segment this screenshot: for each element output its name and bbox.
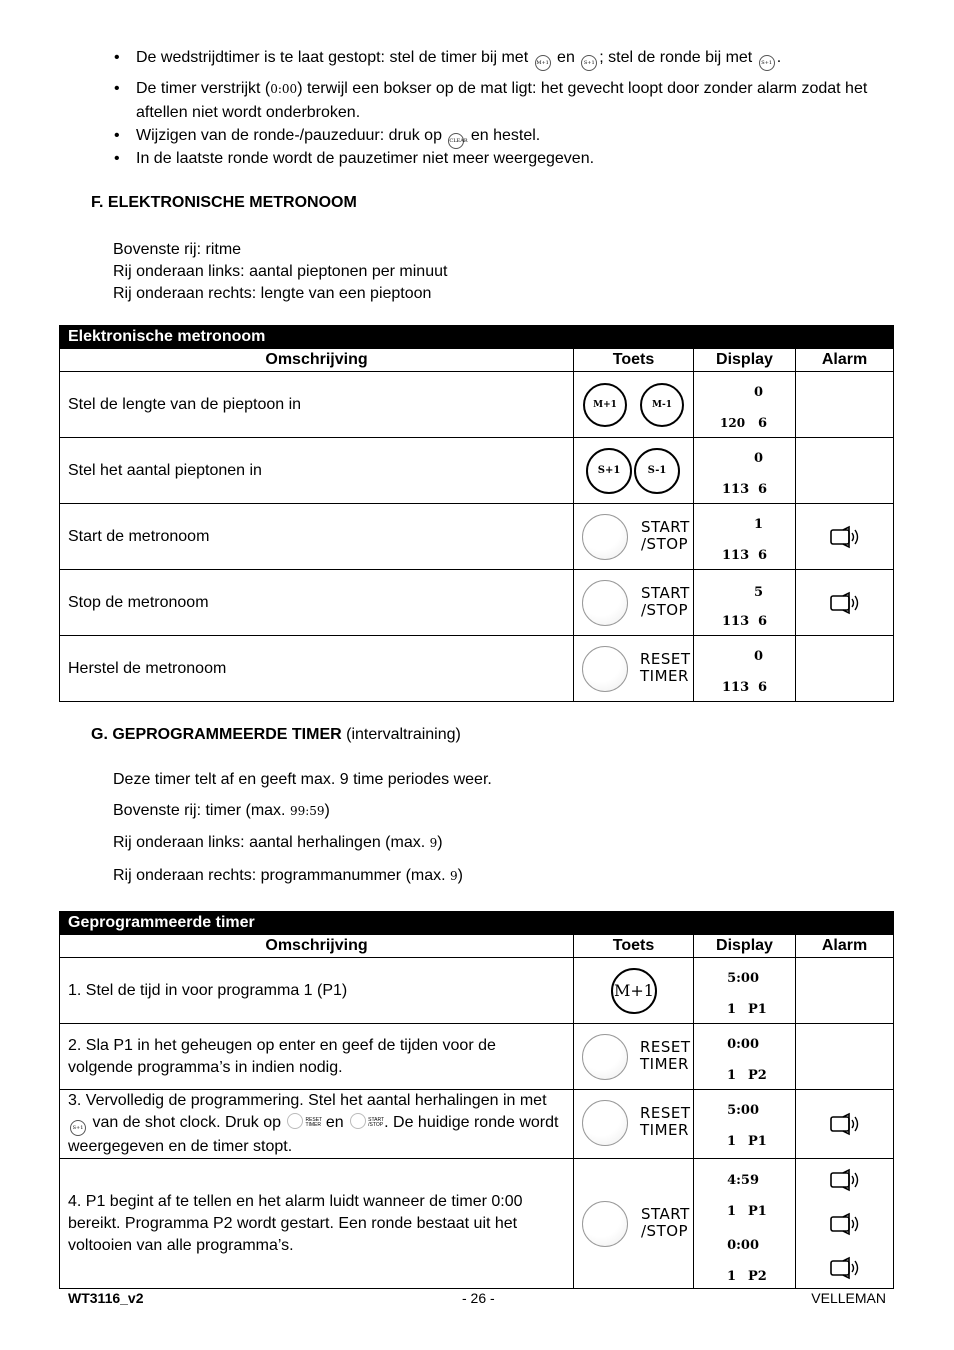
metronome-table (59, 325, 894, 702)
alarm-cell (796, 1159, 894, 1289)
key-label: RESET TIMER (640, 650, 691, 685)
display-cell (694, 958, 796, 1024)
alarm-cell (796, 636, 894, 702)
footer-page-number: - 26 - (462, 1290, 495, 1306)
display-cell (694, 372, 796, 438)
display-right: 6 (758, 614, 768, 629)
text-line: Rij onderaan rechts: programmanummer (max. 9) (113, 867, 463, 884)
key-label: RESET TIMER (640, 1038, 691, 1073)
bullet-item: • De wedstrijdtimer is te laat gestopt: stel de timer bij met M+1 en S+1 ; stel de ronde bij met S+1 . (108, 46, 888, 77)
key-cell (574, 1159, 694, 1289)
display-cell (694, 1024, 796, 1090)
key-label: START /STOP (641, 518, 690, 553)
section-f-heading: F. ELEKTRONISCHE METRONOOM (91, 194, 357, 211)
key-cell (574, 958, 694, 1024)
key-label: RESET TIMER (640, 1104, 691, 1139)
display-left: 113 (722, 548, 750, 563)
row-description: Stel het aantal pieptonen in (60, 438, 574, 504)
mini-key-label: START /STOP (368, 1117, 385, 1128)
table-row (60, 1090, 894, 1159)
display-cell (694, 1090, 796, 1159)
display-right: 6 (758, 680, 768, 695)
column-header: Alarm (796, 349, 894, 372)
column-header: Display (694, 349, 796, 372)
display-cell (694, 504, 796, 570)
row-description: Stel de lengte van de pieptoon in (60, 372, 574, 438)
display-cell (694, 1159, 796, 1289)
table-row (60, 438, 894, 504)
speaker-icon (830, 1213, 860, 1235)
m-plus-1-button[interactable]: M+1 (583, 383, 627, 427)
key-cell (574, 504, 694, 570)
display-left: 1 (727, 1068, 737, 1083)
column-header: Alarm (796, 935, 894, 958)
table-title: Geprogrammeerde timer (60, 912, 894, 935)
display-left: 113 (722, 482, 750, 497)
display-right: P1 (748, 1134, 767, 1149)
column-header: Display (694, 935, 796, 958)
display-top: 0 (753, 385, 763, 400)
display-top: 0 (753, 649, 763, 664)
text-line: Rij onderaan links: aantal pieptonen per minuut (113, 263, 448, 280)
speaker-icon (830, 1257, 860, 1279)
display-left: 1 (727, 1002, 737, 1017)
reset-timer-button[interactable] (582, 646, 628, 692)
footer-model: WT3116_v2 (68, 1290, 144, 1306)
table-row (60, 372, 894, 438)
start-stop-button[interactable] (582, 580, 628, 626)
table-row (60, 1024, 894, 1090)
display-right: P1 (748, 1204, 767, 1219)
alarm-cell (796, 1090, 894, 1159)
reset-timer-icon (287, 1113, 303, 1129)
table-title: Elektronische metronoom (60, 326, 894, 349)
row-description: Herstel de metronoom (60, 636, 574, 702)
section-g-heading: G. GEPROGRAMMEERDE TIMER (intervaltraining) (91, 726, 461, 743)
alarm-cell (796, 1024, 894, 1090)
reset-timer-button[interactable] (582, 1034, 628, 1080)
table-row (60, 636, 894, 702)
footer-brand: VELLEMAN (811, 1290, 886, 1306)
display-top: 0:00 (727, 1238, 759, 1253)
display-cell (694, 438, 796, 504)
reset-timer-button[interactable] (582, 1100, 628, 1146)
bullet-item: • Wijzigen van de ronde-/pauzeduur: druk op CLEAR en hestel. (108, 124, 888, 147)
s-plus-1-button[interactable]: S+1 (586, 448, 632, 494)
column-header: Toets (574, 935, 694, 958)
row-description: 4. P1 begint af te tellen en het alarm luidt wanneer de timer 0:00 bereikt. Programma P2 wordt gestart. Een ronde bestaat uit het voltooien van alle programma’s. (60, 1159, 574, 1289)
alarm-cell (796, 372, 894, 438)
bullet-list (108, 46, 888, 170)
display-right: P2 (748, 1269, 767, 1284)
start-stop-button[interactable] (582, 1201, 628, 1247)
row-description: Start de metronoom (60, 504, 574, 570)
display-right: P1 (748, 1002, 767, 1017)
clear-icon: CLEAR (448, 133, 464, 149)
display-left: 1 (727, 1134, 737, 1149)
display-top: 0:00 (727, 1037, 759, 1052)
key-cell (574, 636, 694, 702)
table-row (60, 504, 894, 570)
key-cell (574, 1090, 694, 1159)
key-label: START /STOP (641, 1205, 690, 1240)
key-cell (574, 372, 694, 438)
speaker-icon (830, 526, 860, 548)
display-right: P2 (748, 1068, 767, 1083)
display-right: 6 (758, 416, 768, 431)
display-top: 0 (753, 451, 763, 466)
section-g-intro: Deze timer telt af en geeft max. 9 time periodes weer. (113, 771, 492, 788)
row-description: 3. Vervolledig de programmering. Stel het aantal herhalingen in met S+1 van de shot clock. Druk op RESET TIMER en START /STOP. De huidige ronde wordt weergegeven en de timer stopt. (60, 1090, 574, 1159)
s-plus-1-icon: S+1 (70, 1120, 86, 1136)
text-line: Rij onderaan links: aantal herhalingen (max. 9) (113, 834, 443, 851)
row-description: 2. Sla P1 in het geheugen op enter en geef de tijden voor de volgende programma’s in indien nodig. (60, 1024, 574, 1090)
bullet-item: • De timer verstrijkt (0:00) terwijl een bokser op de mat ligt: het gevecht loopt door zonder alarm zodat het aftellen niet wordt onderbroken. (108, 77, 888, 124)
display-top: 5:00 (727, 1103, 759, 1118)
column-header: Omschrijving (60, 935, 574, 958)
mini-key-label: RESET TIMER (305, 1117, 323, 1128)
row-description: 1. Stel de tijd in voor programma 1 (P1) (60, 958, 574, 1024)
key-cell (574, 570, 694, 636)
key-cell (574, 438, 694, 504)
table-row (60, 1159, 894, 1289)
display-cell (694, 570, 796, 636)
display-top: 5 (753, 585, 763, 600)
display-left: 120 (720, 416, 746, 430)
display-right: 6 (758, 548, 768, 563)
text-line: Rij onderaan rechts: lengte van een pieptoon (113, 285, 432, 302)
table-row (60, 958, 894, 1024)
display-left: 1 (727, 1204, 737, 1219)
bullet-item: • In de laatste ronde wordt de pauzetimer niet meer weergegeven. (108, 147, 888, 170)
display-top: 1 (753, 517, 763, 532)
start-stop-button[interactable] (582, 514, 628, 560)
m-plus-1-button[interactable]: M+1 (611, 968, 657, 1014)
start-stop-icon (350, 1113, 366, 1129)
display-left: 1 (727, 1269, 737, 1284)
speaker-icon (830, 592, 860, 614)
m-plus-1-icon: M+1 (535, 55, 551, 71)
speaker-icon (830, 1113, 860, 1135)
display-top: 4:59 (727, 1173, 759, 1188)
display-right: 6 (758, 482, 768, 497)
speaker-icon (830, 1169, 860, 1191)
display-cell (694, 636, 796, 702)
programmed-timer-table (59, 911, 894, 1289)
alarm-cell (796, 504, 894, 570)
column-header: Omschrijving (60, 349, 574, 372)
key-cell (574, 1024, 694, 1090)
s-plus-1-icon: S+1 (759, 55, 775, 71)
display-top: 5:00 (727, 971, 759, 986)
section-f-lines (113, 239, 447, 305)
row-description: Stop de metronoom (60, 570, 574, 636)
s-plus-1-icon: S+1 (581, 55, 597, 71)
alarm-cell (796, 570, 894, 636)
s-minus-1-button[interactable]: S-1 (634, 448, 680, 494)
table-row (60, 570, 894, 636)
display-left: 113 (722, 680, 750, 695)
m-minus-1-button[interactable]: M-1 (640, 383, 684, 427)
text-line: Bovenste rij: ritme (113, 241, 242, 258)
key-label: START /STOP (641, 584, 690, 619)
alarm-cell (796, 438, 894, 504)
text-line: Bovenste rij: timer (max. 99:59) (113, 802, 330, 819)
alarm-cell (796, 958, 894, 1024)
column-header: Toets (574, 349, 694, 372)
display-left: 113 (722, 614, 750, 629)
